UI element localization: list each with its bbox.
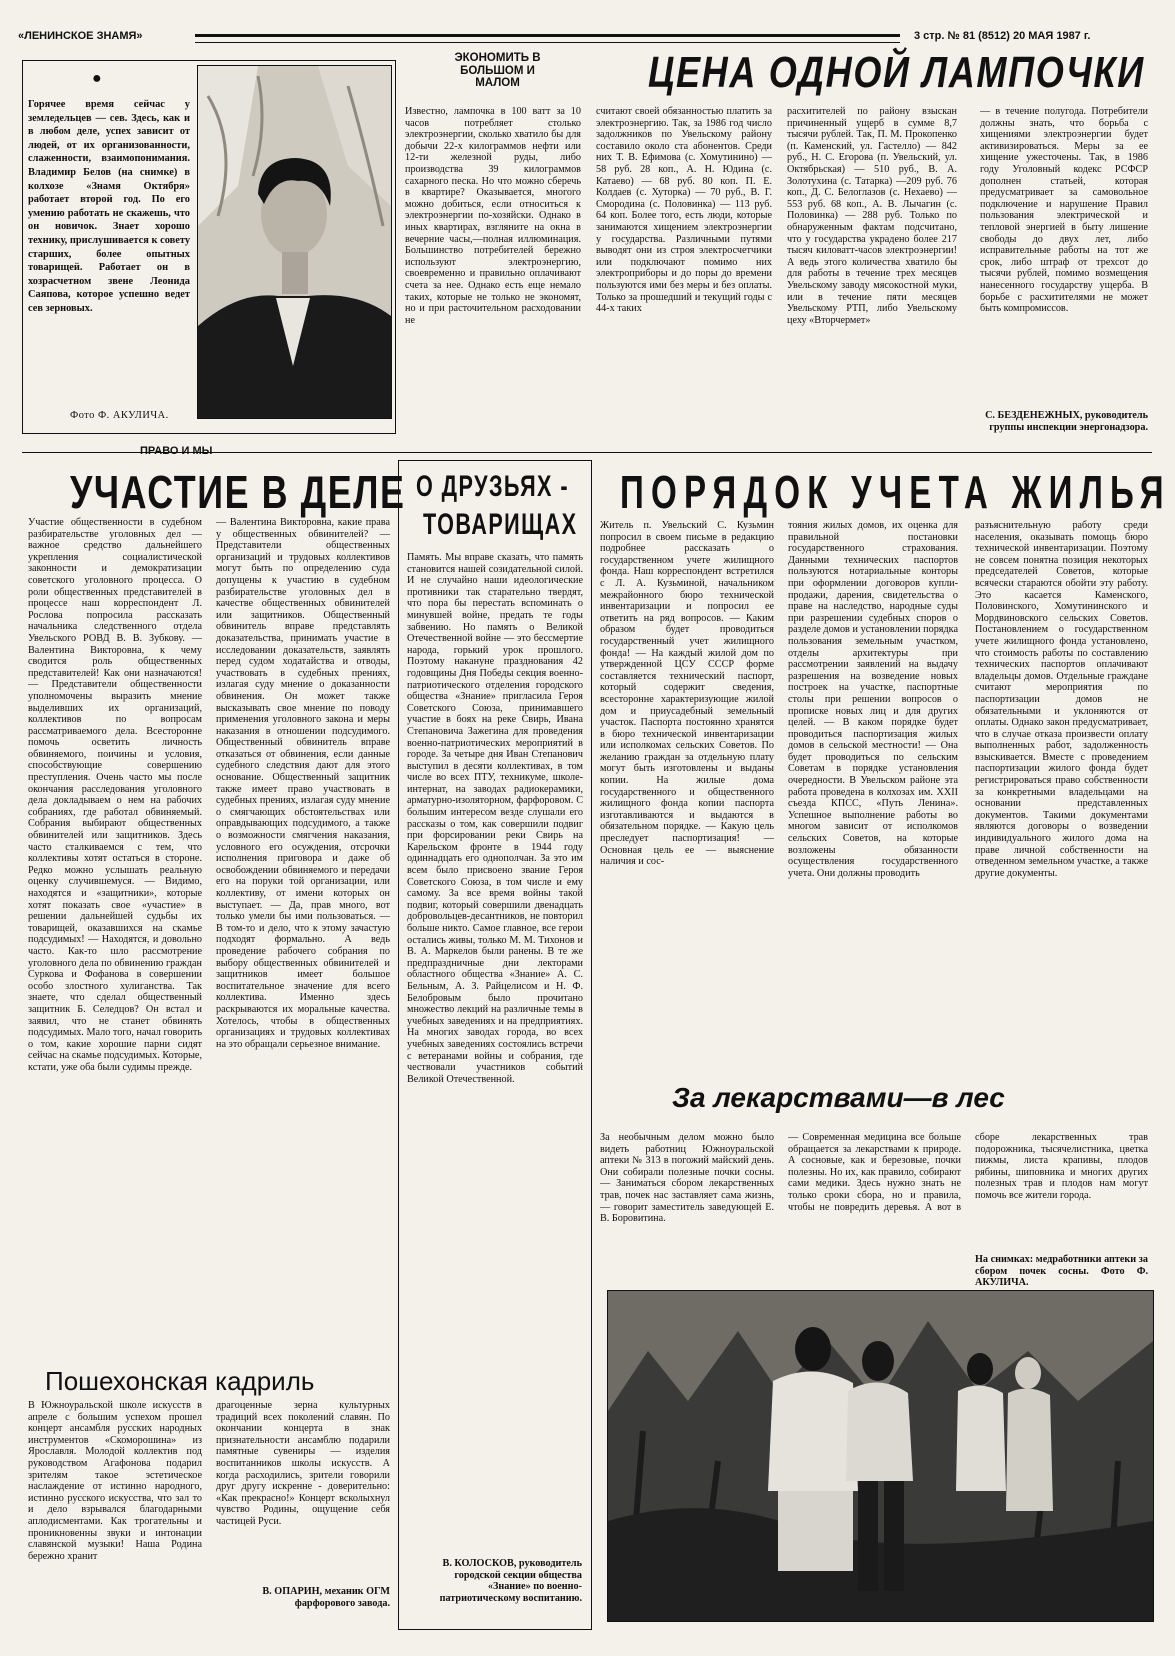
lamp-signature: С. БЕЗДЕНЕЖНЫХ, руководитель группы инспекции энергонадзора. [985, 410, 1148, 433]
farmer-caption: Горячее время сейчас у земледельцев — сев. Здесь, как и в любом деле, успех зависит от людей, от их организованности, слаженности, взаимопонимания. Владимир Белов (на снимке) в колхозе «Знамя Октября» работает второй год. По его умению работать не скажешь, что он новичок. Знает хорошо технику, прислушивается к совету старших, более опытных товарищей. Работает он в хозрасчетном звене Леонида Саяпова, которое успешно ведет сев зерновых. [28, 99, 190, 314]
housing-col-1: Житель п. Увельский С. Кузьмин попросил в своем письме в редакцию подробнее рассказать о государственном учете жилищного фонда. Наш корреспондент встретился с Л. А. Кузьминой, начальником межрайонного бюро технической инвентаризации и попросил ее ответить на ряд вопросов. — Каким образом будет проводиться государственный учет жилищного фонда! — На каждый жилой дом по утвержденной ЦСУ СССР форме составляется технический паспорт, который содержит сведения, всесторонне характеризующие жилой дом и приусадебный земельный участок. Паспорта постоянно хранятся в бюро технической инвентаризации или исполкомах сельских Советов. По желанию граждан за отдельную плату могут быть изготовлены и выданы копии. На жилые дома государственного и общественного жилищного фонда копии паспорта изготавливаются и выдаются в обязательном порядке. — Какую цель преследует паспортизация! — Основная цель ее — выяснение наличия и сос- [600, 520, 774, 868]
quadrille-title: Пошехонская кадриль [45, 1366, 315, 1396]
friends-title-1: О ДРУЗЬЯХ - [416, 470, 569, 503]
law-rubric: ПРАВО И МЫ [140, 445, 213, 457]
lamp-rubric-text: ЭКОНОМИТЬ В БОЛЬШОМ И МАЛОМ [454, 52, 541, 89]
law-col-1: Участие общественности в судебном разбирательстве уголовных дел — важное средство дальнейшего укрепления социалистической законности и демократизации советского уголовного процесса. О роли общественных представителей в процессе наш корреспондент Л. Рослова попросила рассказать начальника следственного отдела Увельского РОВД В. В. Зубкову. — Валентина Викторовна, к чему сводится роль общественных представителей! Как они назначаются! — Представители общественности уполномочены выразить мнение выделивших их организаций, коллективов по вопросам рассматриваемого дела. Всесторонне помочь осветить личность обвиняемого, поичины и условия, способствующие совершению преступления. Очень часто мы после окончания расследования уголовного дела докладываем о нем на рабочих собраниях, где работал обвиняемый. Собрания выбирают общественных обвинителей или защитников. Здесь часто сталкиваемся с тем, что коллективы хотят остаться в стороне. Редко можно услышать реальную оценку случившемуся. — Видимо, находятся и «защитники», которые хотят показать свое «участие» в решении дальнейшей судьбы их товарищей, оказавшихся на скамье подсудимых! — Находятся, и довольно часто. Как-то шло рассмотрение уголовного дела по обвинению граждан Суркова и Фофанова в совершении особо злостного хулиганства. Так знаете, что сделал общественный защитник Б. Селедцов? Он встал и заявил, что не станет обвинять подсудимых. Мало того, начал говорить о том, какие хорошие парни сидят сейчас на скамье подсудимых. Которые, кстати, уже оба были судимы прежде. [28, 517, 202, 1073]
lamp-col-4: — в течение полугода. Потребители должны знать, что борьба с хищениями электроэнергии будет активизироваться. Меры за ее хищение ужесточены. Так, в 1986 году Уголовный кодекс РСФСР дополнен статьей, которая предусматривает за самовольное подключение и нарушение Правил пользования электрической и тепловой энергией в быту лишение свободы до двух лет, либо исправительные работы на тот же срок, либо штраф от трехсот до тысячи рублей, помимо возмещения нанесенного государству ущерба. В борьбе с расхитителями не может быть компромиссов. [980, 106, 1148, 315]
law-col-2: — Валентина Викторовна, какие права у общественных обвинителей? — Представители общественных организаций и трудовых коллективов могут быть по определению суда допущены к участию в судебном разбирательстве уголовных дел в качестве общественных обвинителей или защитников. Общественный обвинитель вправе представлять доказательства, принимать участие в исследовании доказательств, заявлять перед судом ходатайства и отводы, участвовать в судебных прениях, излагая суду мнение о доказанности обвинения. Он может также высказывать свое мнение по поводу применения уголовного закона и меры наказания в отношении подсудимого. Общественный обвинитель вправе отказаться от обвинения, если данные судебного следствия дают для этого основание. Общественный защитник также имеет право участвовать в судебных прениях, излагая суду мнение о смягчающих обстоятельствах или оправдывающих подсудимого, а также о возможности смягчения наказания, условного его осуждения, отсрочки исполнения приговора и даже об освобождении обвиняемого и передачи его на поруки той организации, или коллективу, от имени которых он выступает. — Да, прав много, вот только умели бы ими пользоваться. — В том-то и дело, что к этому зачастую подходят формально. А ведь проведение рабочего собрания по выбору общественных обвинителей и защитников имеет большое воспитательное значение для всего коллектива. Именно здесь раскрываются их моральные качества. Хотелось, чтобы в общественных организациях и трудовых коллективах на это обращали серьезное внимание. [216, 517, 390, 1050]
medicine-photo-credit: Фото Ф. АКУЛИЧА. [975, 1265, 1148, 1289]
medicine-title: За лекарствами—в лес [672, 1082, 1005, 1113]
portrait-photo [197, 65, 392, 419]
law-title: УЧАСТИЕ В ДЕЛЕ [70, 466, 406, 518]
friends-title-2: ТОВАРИЩАХ [423, 508, 578, 541]
quadrille-col-1: В Южноуральской школе искусств в апреле с большим успехом прошел концерт ансамбля русских народных инструментов «Скоморошина» из Ярославля. Молодой коллектив под руководством Агафонова подарил зрителям такое эстетическое наслаждение от истинно народного, истинно русского искусства, что зал то и дело взрывался благодарными аплодисментами. Как трогательны и проникновенны звуки и интонации славянской музыки! Наша Родина бережно хранит [28, 1400, 202, 1562]
forest-photo [607, 1290, 1154, 1622]
farmer-photo-credit: Фото Ф. АКУЛИЧА. [70, 410, 169, 421]
medicine-col-1: За необычным делом можно было видеть работниц Южноуральской аптеки № 313 в погожий майский день. Они собирали полезные почки сосны. — Заниматься сбором лекарственных трав, почек нас заставляет сама жизнь, — говорит заместитель заведующей Е. В. Боровитина. [600, 1132, 774, 1225]
housing-col-3: разъяснительную работу среди населения, оказывать помощь бюро технической инвентаризации. Поэтому не совсем понятна позиция некоторых председателей Советов, которые всячески стараются обойти эту работу. Это касается Каменского, Половинского, Хомутининского и Мордвиновского сельских Советов. Постановлением о государственном учете жилищного фонда установлено, что стоимость работы по составлению технических паспортов оплачивают владельцы домов. Отдельные граждане считают мероприятия по паспортизации домов не обязательными и уклоняются от оплаты. Однако закон предусматривает, что в случае отказа произвести оплату выполненных работ, задолженность взыскивается. Вместе с проведением паспортизации жилого фонда будет регистрироваться право собственности за конкретными владельцами на основании представленных документов. Такими документами являются договоры о возведении индивидуального жилого дома на праве личной собственности на отведенном земельном участке, а также другие документы. [975, 520, 1148, 879]
masthead-rule [195, 34, 900, 43]
housing-col-2: тояния жилых домов, их оценка для правильной постановки государственного страхования. Данными технических паспортов пользуются нотариальные конторы при оформлении договоров купли-продажи, дарения, свидетельства о праве на наследство, народные суды при разрешении судебных споров о разделе домов и установлении порядка пользования земельным участком, отделы архитектуры при рассмотрении заявлений на выдачу разрешения на возведение новых построек на участке, паспортные столы при решении вопросов о прописке новых лиц и для других целей. — В каком порядке будет проводиться паспортизация жилых домов в сельской местности! — Она будет проводиться по сельским Советам в порядке установления очередности. В Увельском районе эта работа проведена в колхозах им. XXII съезда КПСС, «Путь Ленина». Успешное выполнение работы во многом зависит от исполкомов сельских Советов, на которые возложены обязанности осуществления государственного учета. Они должны проводить [788, 520, 958, 879]
friends-signature: В. КОЛОСКОВ, руководитель городской секции общества «Знание» по военно-патриотическому воспитанию. [439, 1558, 582, 1604]
medicine-col-2: — Современная медицина все больше обращается за лекарствами к природе. А сосновые, как и березовые, почки полезны. Но их, как правило, собирают сами медики. Здесь нужно знать не только сроки сбора, но и правила, чтобы не повредить деревья. А вот в сборе лекарственных трав подорожника, тысячелистника, цветка пижмы, листа крапивы, плодов рябины, шиповника и многих других полезных трав и плодов нам могут помочь все жители города. [788, 1132, 1148, 1213]
medicine-caption [975, 1254, 1148, 1290]
lamp-col-2: считают своей обязанностью платить за электроэнергию. Так, за 1986 год число задолжников по Увельскому району составило около ста абонентов. Среди них Т. В. Ефимова (с. Хомутинино) — 58 руб. 28 коп., А. Н. Юдина (с. Катаево) — 68 руб. 80 коп. П. Е. Колдаев (с. Хуторка) — 70 руб., В. Г. Смородина (с. Половинка) — 113 руб. 64 коп. Более того, есть люди, которые занимаются хищением электроэнергии у государства. Различными путями выводят они из строя электросчетчики или подключают помимо них электроприборы и до поры до времени пользуются ими без меры и без оплаты. Только за прошедший и текущий годы с 44-х таких [596, 106, 772, 315]
lamp-title: ЦЕНА ОДНОЙ ЛАМПОЧКИ [648, 48, 1145, 97]
newspaper-name: «ЛЕНИНСКОЕ ЗНАМЯ» [18, 30, 143, 42]
friends-col: Память. Мы вправе сказать, что память становится нашей созидательной силой. И не случайно наши идеологические противники так старательно твердят, что пора бы перестать вспоминать о минувшей войне, предать те годы забвению. Но память о Великой Отечественной войне — это бессмертие народа, горький урок прошлого. Поэтому накануне празднования 42 годовщины Дня Победы секция военно-патриотического отделения городского общества «Знание» пригласила Героя Советского Союза, принимавшего участие в боях на реке Свирь, Ивана Степановича Зажегина для проведения военно-патриотических мероприятий в городе. За четыре дня Иван Степанович выступил в десяти коллективах, в том числе во всех ПТУ, техникуме, школе-интернат, на заводах радиокерамики, арматурно-изоляторном, фарфоровом. С большим интересом везде слушали его рассказы о том, как совершили подвиг при форсировании реки Свирь на Карельском фронте в 1944 году одиннадцать его однополчан. За это им всем было присвоено звание Героя Советского Союза, в том числе и ему самому. За все время войны такой подвиг, который совершили двенадцать добровольцев-десантников, не повторил больше никто. Самое главное, все герои остались живы, только М. М. Тихонов и В. А. Маркелов были ранены. В те же предпраздничные дни лекторами областного общества «Знание» А. С. Бельным, А. З. Райцелисом и Н. Ф. Белобровым было прочитано множество лекций на различные темы в учебных заведениях и на предприятиях. На многих заводах города, во всех учебных заведениях состоялись встречи с ветеранами войны и собрания, где чествовали участников событий Великой Отечественной. [407, 552, 583, 1085]
lamp-rubric [440, 52, 555, 90]
lamp-col-1: Известно, лампочка в 100 ватт за 10 часов потребляет столько электроэнергии, сколько хватило бы для добычи 22-х килограммов нефти или 12-ти железной руды, либо производства 39 килограммов сахарного песка. Но что можно сберечь в квартире? Оказывается, многого можно добиться, если относиться к электроэнергии по-хозяйски. Однако в иных квартирах, взгляните на окна в вечерние часы,—полная иллюминация. Большинство потребителей бережно используют электроэнергию, своевременно и правильно оплачивают счета за нее. Однако есть еще немало таких, которые не только не экономят, но и при расточительном расходовании не [405, 106, 581, 326]
quadrille-col-2: драгоценные зерна культурных традиций всех поколений славян. По окончании концерта в знак признательности ансамблю подарили памятные сувениры — изделия воспитанников школы искусств. А когда расходились, зрители говорили друг другу искренне - доверительно: «Как прекрасно!» Концерт всколыхнул чувство Родины, ощущение себя частицей Руси. [216, 1400, 390, 1527]
lamp-col-3: расхитителей по району взыскан причиненный ущерб в сумме 8,7 тысячи рублей. Так, П. М. Прокопенко (п. Каменский, ул. Гастелло) — 842 руб., Н. С. Егорова (п. Увельский, ул. Октябрьская) — 510 руб., В. А. Золотухина (с. Татарка) —209 руб. 76 коп., Д. С. Белоглазов (с. Нехаево) — 553 руб. 68 коп., А. В. Лычагин (с. Половинка) — 288 руб. Только по обнаруженным фактам подсчитано, что у государства украдено более 217 тысяч киловатт-часов электроэнергии! А ведь этого количества хватило бы для работы в течение трех месяцев Увельскому заводу мясокостной муки, или в течение пяти месяцев Увельскому РТП, либо Увельскому цеху «Вторчермет» [787, 106, 957, 326]
quadrille-signature: В. ОПАРИН, механик ОГМ фарфорового завода. [262, 1586, 390, 1609]
bullet-icon: ● [92, 70, 102, 87]
medicine-caption-text: На снимках: медработники аптеки за сбором почек сосны. [975, 1254, 1148, 1277]
issue-info: 3 стр. № 81 (8512) 20 МАЯ 1987 г. [914, 30, 1091, 42]
housing-title: ПОРЯДОК УЧЕТА ЖИЛЬЯ [620, 466, 1171, 518]
